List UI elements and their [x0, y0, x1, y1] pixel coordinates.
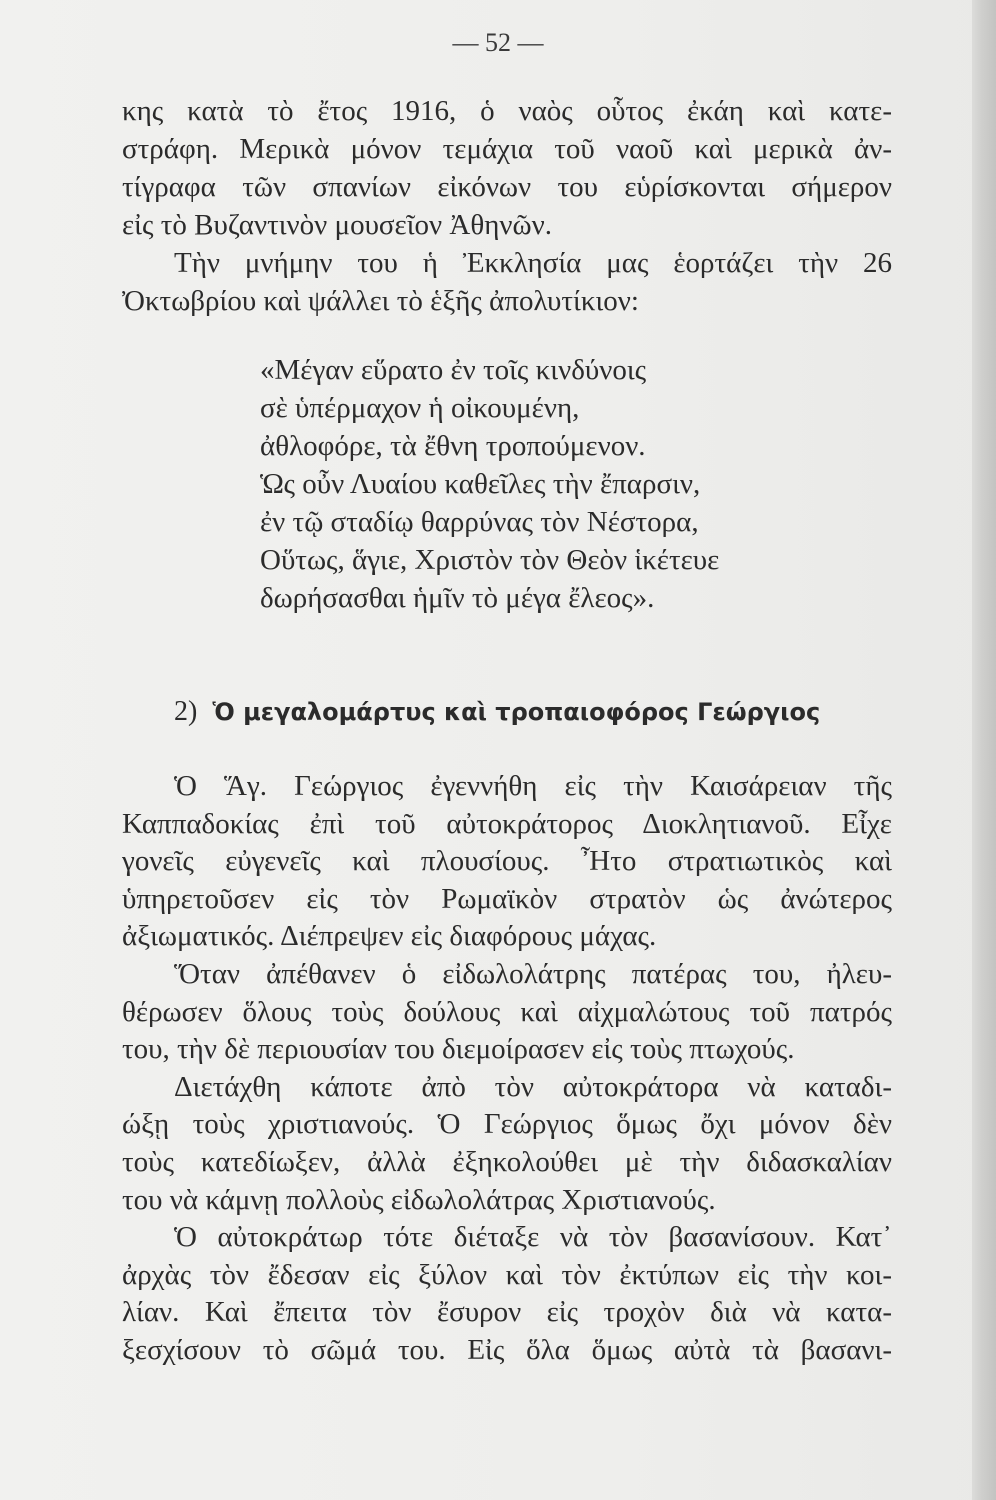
text-line: κης κατὰ τὸ ἔτος 1916, ὁ ναὸς οὗτος ἐκάη καὶ κατε- [122, 95, 892, 127]
page-number: — 52 — [452, 28, 544, 57]
page-gutter-shadow [972, 0, 996, 1500]
text-line: Τὴν μνήμην του ἡ Ἐκκλησία μας ἑορτάζει τὴν 26 [174, 247, 892, 279]
text-line: στράφη. Μερικὰ μόνον τεμάχια τοῦ ναοῦ καὶ μερικὰ ἀν- [122, 133, 892, 165]
text-line: ἀξιωματικός. Διέπρεψεν εἰς διαφόρους μάχας. [122, 920, 657, 953]
text-line: εἰς τὸ Βυζαντινὸν μουσεῖον Ἀθηνῶν. [122, 209, 552, 241]
section-number: 2) [174, 696, 198, 727]
text-line: ξεσχίσουν τὸ σῶμά του. Εἰς ὅλα ὅμως αὐτὰ τὰ βασανι- [122, 1333, 892, 1366]
hymn-line: «Μέγαν εὕρατο ἐν τοῖς κινδύνοις [260, 354, 647, 386]
text-line: ἀρχὰς τὸν ἔδεσαν εἰς ξύλον καὶ τὸν ἐκτύπων εἰς τὴν κοι- [122, 1258, 892, 1291]
text-line: τίγραφα τῶν σπανίων εἰκόνων του εὑρίσκονται σήμερον [122, 171, 892, 203]
hymn-line: Οὕτως, ἅγιε, Χριστὸν τὸν Θεὸν ἱκέτευε [260, 544, 720, 576]
text-line: γονεῖς εὐγενεῖς καὶ πλουσίους. Ἦτο στρατιωτικὸς καὶ [122, 845, 892, 878]
hymn-line: δωρήσασθαι ἡμῖν τὸ μέγα ἔλεος». [260, 582, 655, 614]
text-line: λίαν. Καὶ ἔπειτα τὸν ἔσυρον εἰς τροχὸν διὰ νὰ κατα- [122, 1296, 892, 1329]
text-line: του, τὴν δὲ περιουσίαν του διεμοίρασεν εἰς τοὺς πτωχούς. [122, 1033, 795, 1066]
section-2-text [122, 768, 892, 1370]
text-line: ὑπηρετοῦσεν εἰς τὸν Ρωμαϊκὸν στρατὸν ὡς ἀνώτερος [122, 882, 892, 915]
text-line: Διετάχθη κάποτε ἀπὸ τὸν αὐτοκράτορα νὰ καταδι- [174, 1070, 892, 1103]
text-line: Καππαδοκίας ἐπὶ τοῦ αὐτοκράτορος Διοκλητιανοῦ. Εἶχε [122, 807, 892, 840]
apolytikion-hymn [260, 352, 860, 618]
hymn-line: Ὡς οὖν Λυαίου καθεῖλες τὴν ἔπαρσιν, [260, 468, 701, 500]
section-title: Ὁ μεγαλομάρτυς καὶ τροπαιοφόρος Γεώργιος [212, 698, 821, 726]
text-line: Ὁ Ἅγ. Γεώργιος ἐγεννήθη εἰς τὴν Καισάρειαν τῆς [174, 770, 892, 802]
text-line: του νὰ κάμνῃ πολλοὺς εἰδωλολάτρας Χριστιανούς. [122, 1183, 716, 1216]
hymn-line: ἐν τῷ σταδίῳ θαρρύνας τὸν Νέστορα, [260, 506, 699, 538]
hymn-line: ἀθλοφόρε, τὰ ἔθνη τροπούμενον. [260, 430, 646, 462]
hymn-line: σὲ ὑπέρμαχον ἡ οἰκουμένη, [260, 392, 580, 424]
text-line: τοὺς κατεδίωξεν, ἀλλὰ ἐξηκολούθει μὲ τὴν διδασκαλίαν [122, 1145, 892, 1178]
text-line: θέρωσεν ὅλους τοὺς δούλους καὶ αἰχμαλώτους τοῦ πατρός [122, 995, 892, 1028]
text-line: ώξῃ τοὺς χριστιανούς. Ὁ Γεώργιος ὅμως ὄχι μόνον δὲν [122, 1108, 892, 1141]
text-line: Ὀκτωβρίου καὶ ψάλλει τὸ ἑξῆς ἀπολυτίκιον: [122, 285, 639, 317]
text-line: Ὁ αὐτοκράτωρ τότε διέταξε νὰ τὸν βασανίσουν. Κατ᾽ [174, 1221, 892, 1254]
section-1-text [122, 92, 892, 320]
text-line: Ὅταν ἀπέθανεν ὁ εἰδωλολάτρης πατέρας του, ἠλευ- [174, 957, 892, 990]
section-heading [174, 696, 894, 728]
